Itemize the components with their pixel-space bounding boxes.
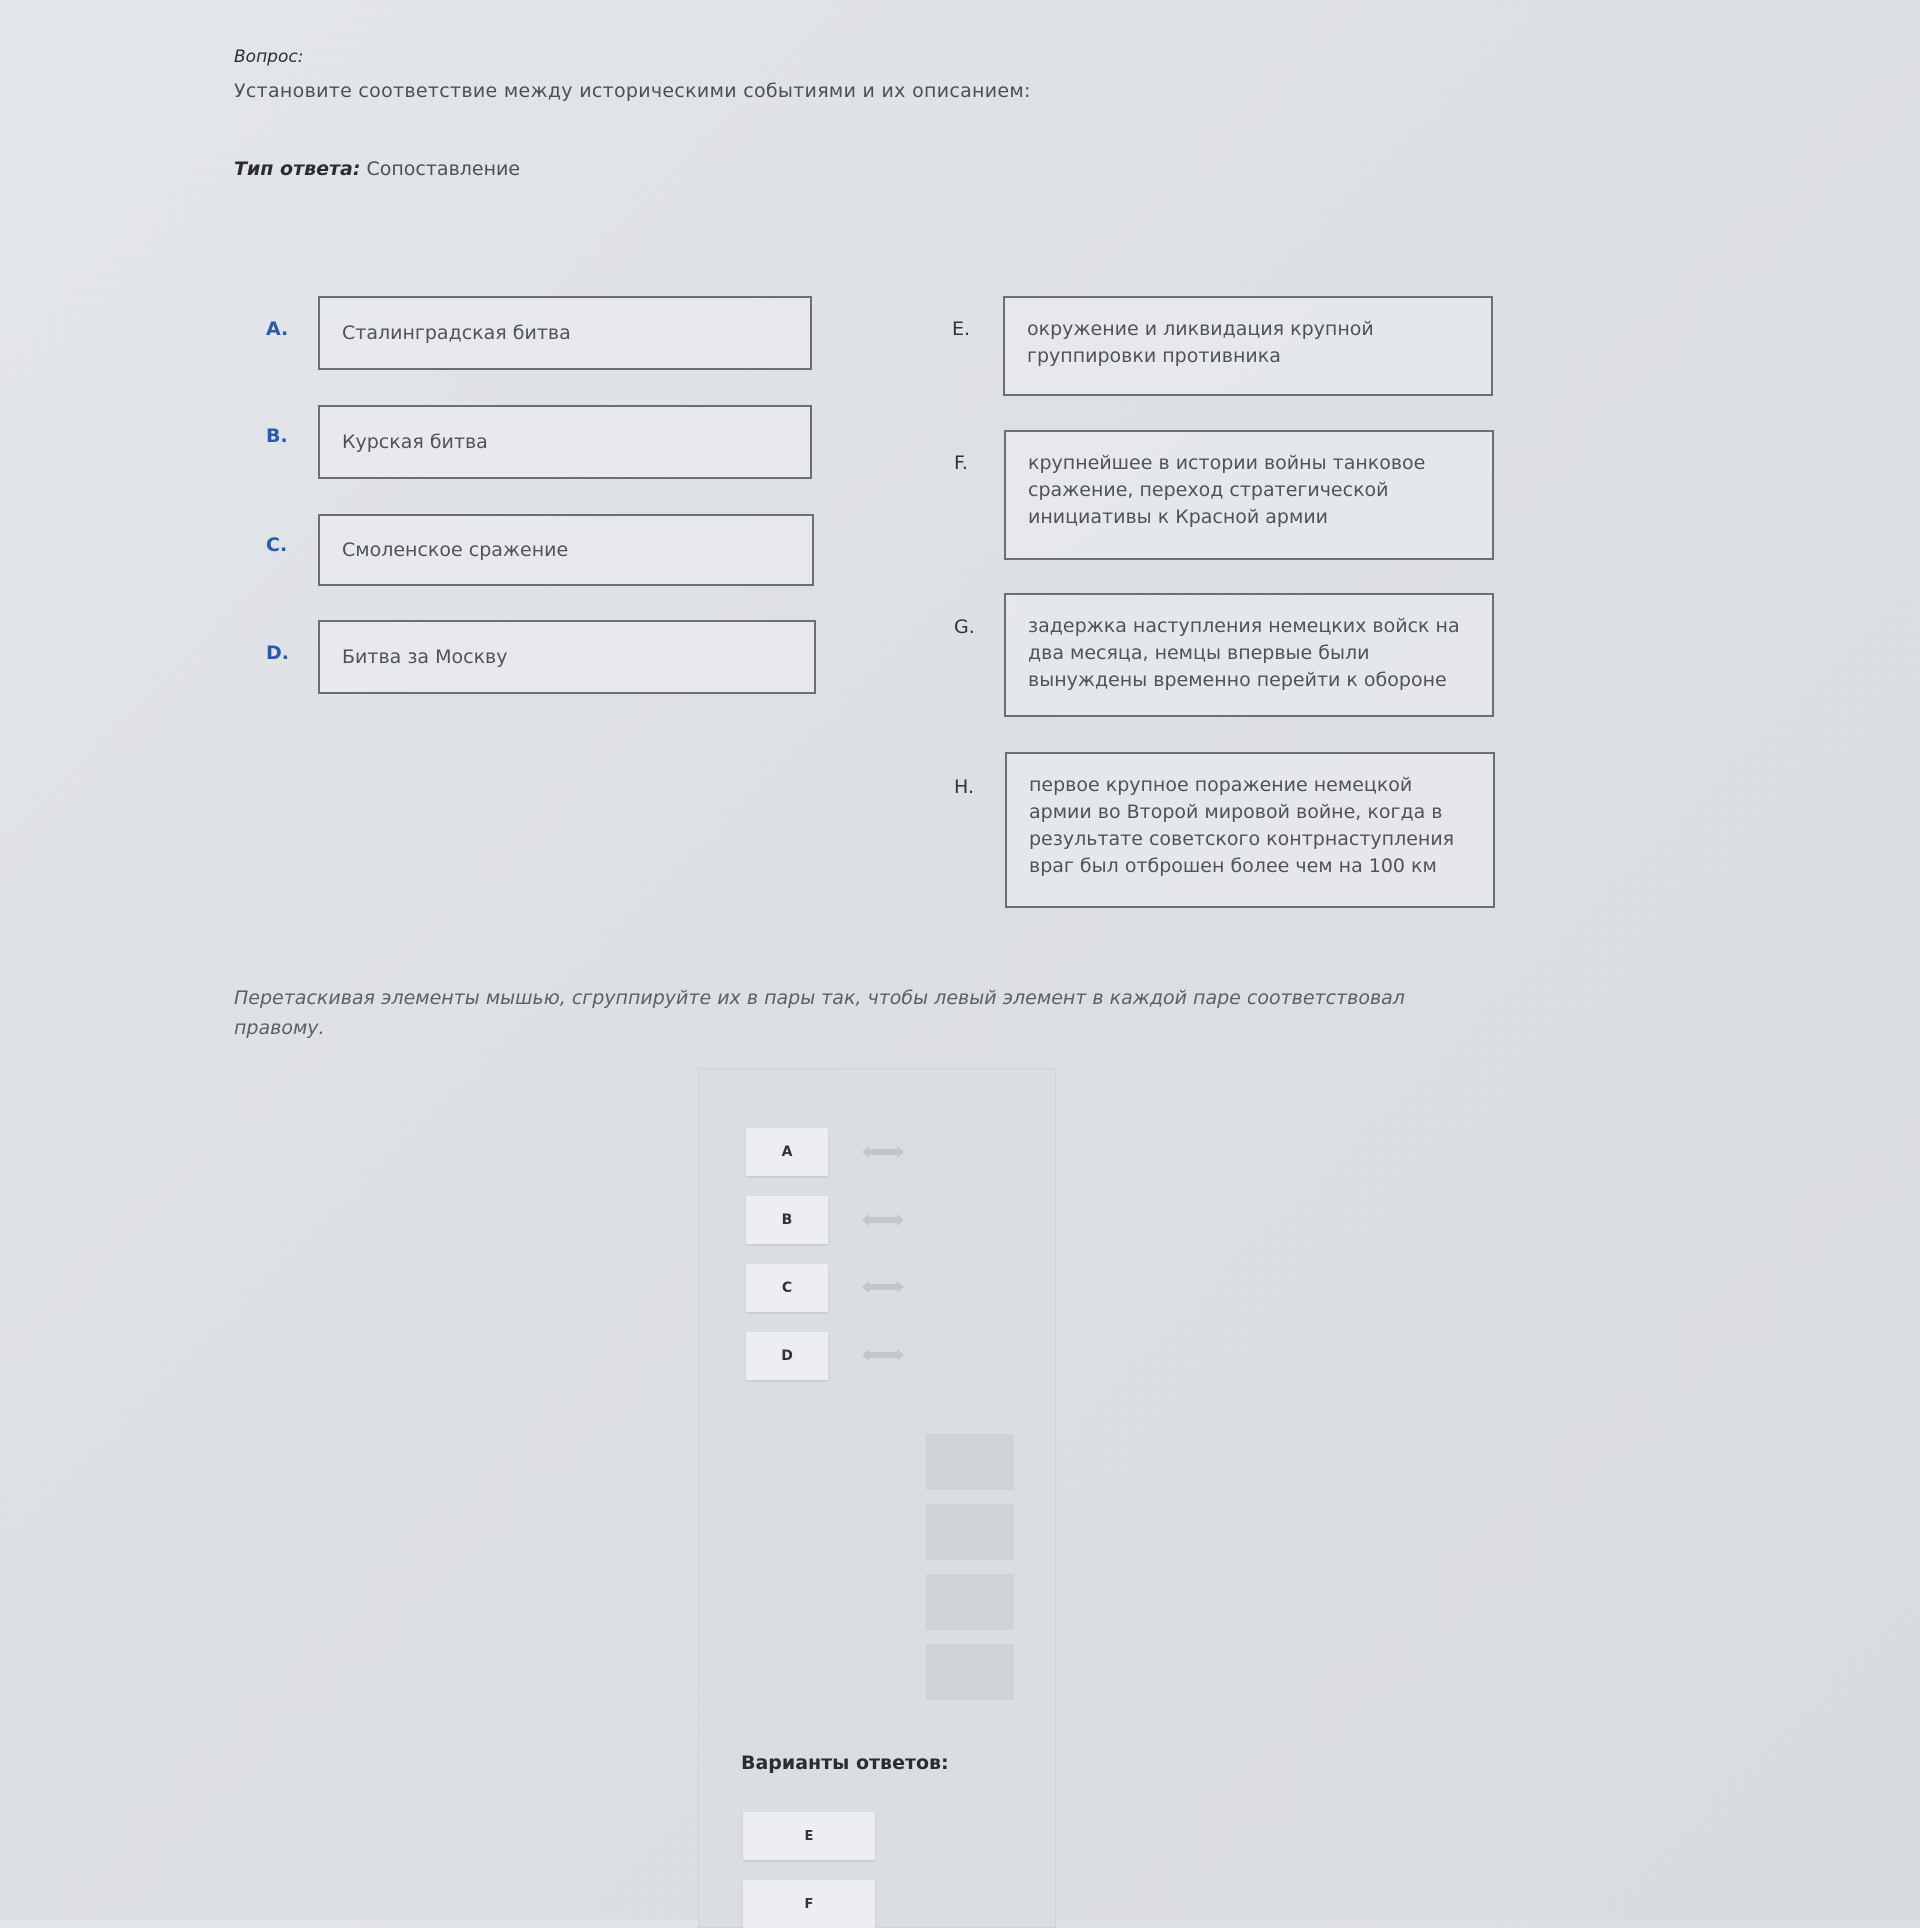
left-item-text: Битва за Москву xyxy=(342,645,508,668)
right-item-box xyxy=(1004,593,1494,717)
right-item-text: задержка наступления немецких войск на два месяца, немцы впервые были вынуждены временно перейти к обороне xyxy=(1028,615,1460,691)
question-text: Установите соответствие между историческими событиями и их описанием: xyxy=(234,80,1031,102)
instruction-text: Перетаскивая элементы мышью, сгруппируйте их в пары так, чтобы левый элемент в каждой паре соответствовал правому. xyxy=(234,987,1405,1039)
match-slot-b: B xyxy=(746,1196,828,1244)
draggable-option-e[interactable]: E xyxy=(743,1812,875,1860)
drop-zone[interactable] xyxy=(926,1574,1014,1630)
double-arrow-icon xyxy=(860,1213,906,1227)
left-item-letter: C. xyxy=(266,534,288,556)
right-item-letter: H. xyxy=(954,776,974,798)
left-item-box xyxy=(318,620,816,694)
right-item-box xyxy=(1003,296,1493,396)
answer-type-label: Тип ответа: xyxy=(234,158,361,180)
left-item-letter: D. xyxy=(266,642,289,664)
answer-type xyxy=(234,158,520,180)
drop-zone[interactable] xyxy=(926,1434,1014,1490)
answer-type-value: Сопоставление xyxy=(366,158,521,180)
right-item-box xyxy=(1005,752,1495,908)
right-item-text: первое крупное поражение немецкой армии во Второй мировой войне, когда в результате советского контрнаступления враг был отброшен более чем на 100 км xyxy=(1029,774,1455,877)
right-item-letter: G. xyxy=(954,616,975,638)
match-slot-d: D xyxy=(746,1332,828,1380)
left-item-box xyxy=(318,405,812,479)
right-item-text: окружение и ликвидация крупной группировки противника xyxy=(1027,318,1374,367)
double-arrow-icon xyxy=(860,1348,906,1362)
double-arrow-icon xyxy=(860,1145,906,1159)
answer-variants-label: Варианты ответов: xyxy=(741,1752,949,1774)
right-item-box xyxy=(1004,430,1494,560)
left-item-box xyxy=(318,296,812,370)
left-item-text: Смоленское сражение xyxy=(342,538,569,561)
right-item-text: крупнейшее в истории войны танковое сражение, переход стратегической инициативы к Красной армии xyxy=(1028,452,1426,528)
double-arrow-icon xyxy=(860,1280,906,1294)
drop-zone[interactable] xyxy=(926,1644,1014,1700)
left-item-box xyxy=(318,514,814,586)
question-label: Вопрос: xyxy=(234,47,304,67)
drop-zone[interactable] xyxy=(926,1504,1014,1560)
match-slot-a: A xyxy=(746,1128,828,1176)
left-item-text: Сталинградская битва xyxy=(342,321,571,344)
right-item-letter: E. xyxy=(952,318,971,340)
left-item-letter: A. xyxy=(266,318,289,340)
left-item-letter: B. xyxy=(266,425,288,447)
right-item-letter: F. xyxy=(954,452,968,474)
left-item-text: Курская битва xyxy=(342,430,488,453)
draggable-option-f[interactable]: F xyxy=(743,1880,875,1928)
match-slot-c: C xyxy=(746,1264,828,1312)
